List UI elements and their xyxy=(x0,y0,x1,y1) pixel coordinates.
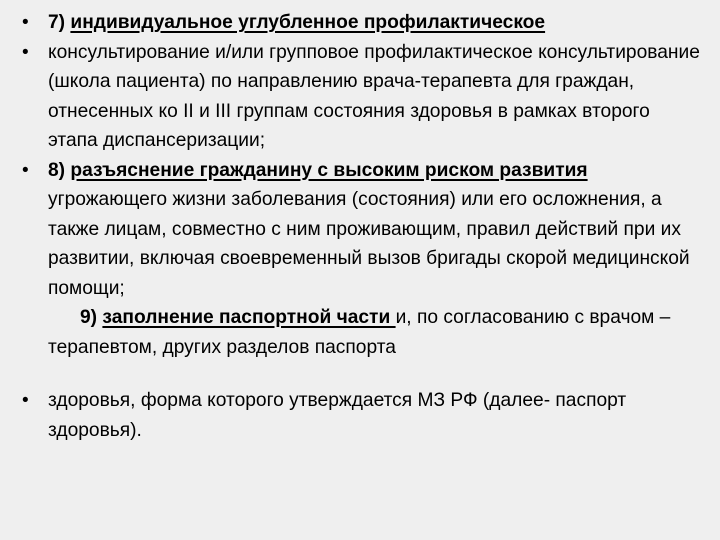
list-item xyxy=(22,386,702,445)
item-text: консультирование и/или групповое профилактическое консультирование (школа пациента) по направлению врача-терапевта для граждан, отнесенных ко II и III группам состояния здоровья в рамках второго этапа диспансеризации; xyxy=(48,41,700,151)
item-text: здоровья, форма которого утверждается МЗ РФ (далее- паспорт здоровья). xyxy=(48,390,627,441)
item-text: угрожающего жизни заболевания (состояния) или его осложнения, а также лицам, совместно с ним проживающим, правил действий при их развитии, включая своевременный вызов бригады скорой медицинской помощи; xyxy=(48,189,690,299)
sub-item-text: и, по согласованию с врачом –терапевтом, других разделов паспорта xyxy=(48,307,671,358)
sub-item-number: 9) xyxy=(80,307,103,328)
list-item xyxy=(22,156,702,363)
bullet-icon: • xyxy=(22,390,29,411)
spacer xyxy=(22,362,702,386)
bullet-icon: • xyxy=(22,12,29,33)
item-heading: разъяснение гражданину с высоким риском развития xyxy=(70,159,588,181)
list-item xyxy=(22,38,702,156)
item-heading: индивидуальное углубленное профилактическое xyxy=(70,12,546,33)
item-number: 7) xyxy=(48,12,71,33)
bullet-list xyxy=(22,8,702,445)
bullet-icon: • xyxy=(22,41,29,63)
item-number: 8) xyxy=(48,159,71,181)
list-item xyxy=(22,8,702,38)
bullet-icon: • xyxy=(22,159,29,181)
sub-item-heading: заполнение паспортной части xyxy=(102,307,396,328)
